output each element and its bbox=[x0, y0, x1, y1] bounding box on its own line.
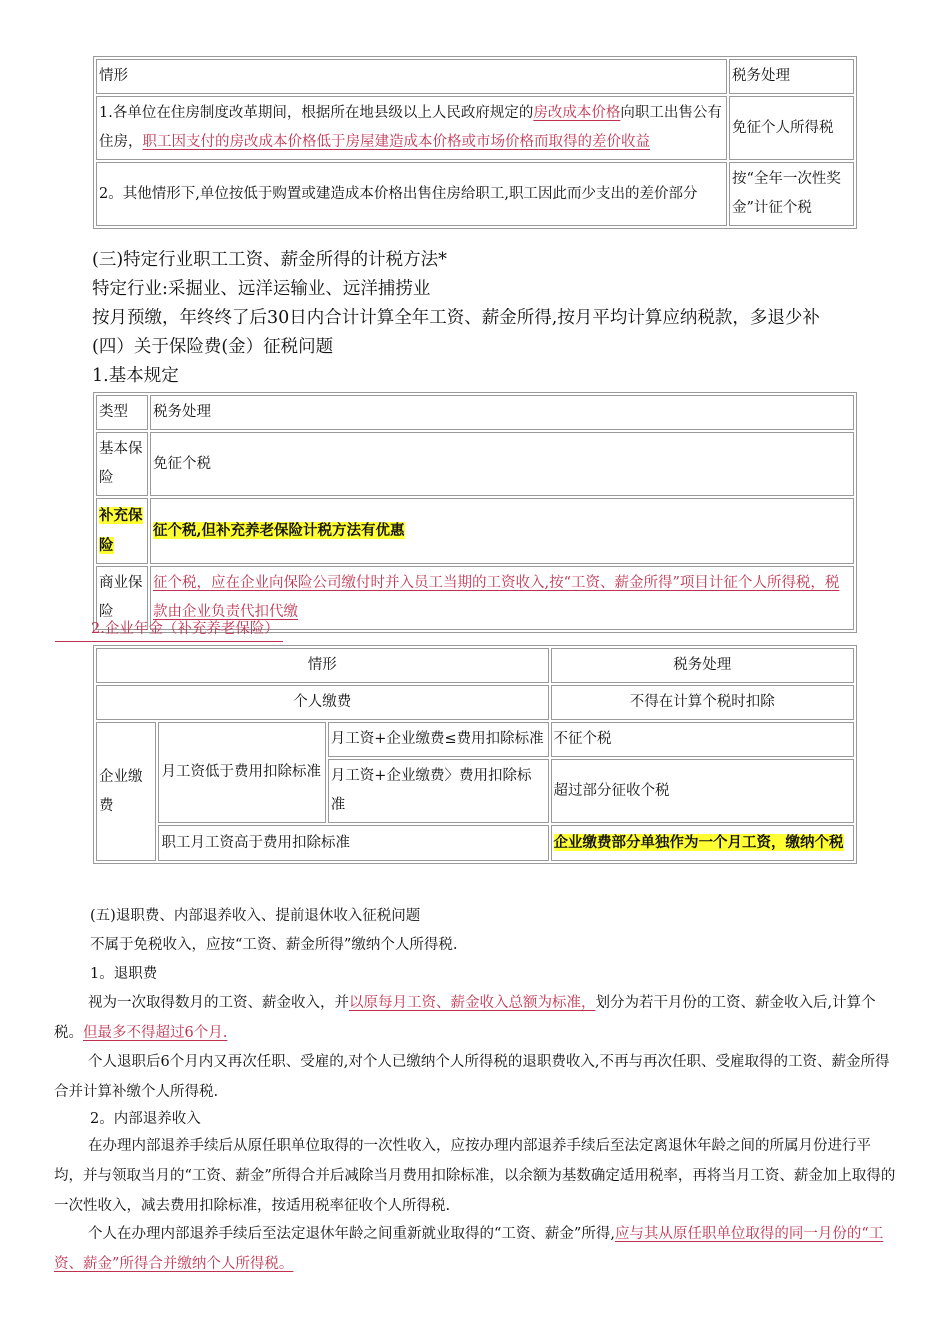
treatment-cell: 按“全年一次性奖金”计征个税 bbox=[729, 162, 854, 226]
enterprise-label: 企业缴费 bbox=[96, 722, 156, 861]
table-row bbox=[96, 432, 854, 496]
high-wage-label: 职工月工资高于费用扣除标准 bbox=[158, 825, 548, 861]
header-treatment: 税务处理 bbox=[150, 395, 854, 430]
condition-1: 月工资+企业缴费≤费用扣除标准 bbox=[328, 722, 549, 757]
header-type: 类型 bbox=[96, 395, 148, 430]
treatment-3 bbox=[551, 825, 854, 861]
insurance-table bbox=[93, 392, 857, 633]
treatment-cell bbox=[150, 498, 854, 564]
paragraph-internal-retirement: 在办理内部退养手续后从原任职单位取得的一次性收入，应按办理内部退养手续后至法定离退休年龄之间的所属月份进行平均，并与领取当月的“工资、薪金”所得合并后减除当月费用扣除标准，以余额为基数确定适用税率，再将当月工资、薪金加上取得的一次性收入，减去费用扣除标准，按适用税率征收个人所得税. bbox=[54, 1138, 896, 1214]
header-treatment: 税务处理 bbox=[551, 648, 854, 683]
header-case: 情形 bbox=[96, 648, 549, 683]
section-5-h2: 2。内部退养收入 bbox=[90, 1111, 201, 1127]
housing-table bbox=[93, 56, 857, 229]
table-header-row bbox=[96, 648, 854, 683]
header-case: 情形 bbox=[96, 59, 727, 94]
table-row bbox=[96, 498, 854, 564]
low-wage-label: 月工资低于费用扣除标准 bbox=[158, 722, 325, 823]
case-text: 1.各单位在住房制度改革期间，根据所在地县级以上人民政府规定的 bbox=[99, 105, 534, 121]
treatment-3-highlight: 企业缴费部分单独作为一个月工资，缴纳个税 bbox=[553, 834, 844, 851]
table-row bbox=[96, 685, 854, 720]
table-row bbox=[96, 825, 854, 861]
paragraph-severance bbox=[54, 988, 896, 1048]
type-cell bbox=[96, 498, 148, 564]
table-header-row bbox=[96, 395, 854, 430]
personal-label: 个人缴费 bbox=[96, 685, 549, 720]
section-3-method: 按月预缴，年终终了后30日内合计计算全年工资、薪金所得,按月平均计算应纳税款，多退少补 bbox=[92, 308, 820, 328]
case-cell: 2。其他情形下,单位按低于购置或建造成本价格出售住房给职工,职工因此而少支出的差价部分 bbox=[96, 162, 727, 226]
header-treatment: 税务处理 bbox=[729, 59, 854, 94]
table-row bbox=[96, 722, 854, 757]
treatment-2: 超过部分征收个税 bbox=[551, 759, 854, 823]
paragraph-link[interactable]: 但最多不得超过6个月. bbox=[83, 1025, 228, 1041]
paragraph-text: 个人在办理内部退养手续后至法定退休年龄之间重新就业取得的“工资、薪金”所得, bbox=[88, 1226, 615, 1242]
section-5-title: (五)退职费、内部退养收入、提前退休收入征税问题 bbox=[90, 908, 421, 924]
paragraph-link[interactable]: 应与其从原任职单位取得的同一月份的“工资、薪金”所得合并缴纳个人所得税。 bbox=[54, 1226, 884, 1272]
paragraph-text: 视为一次取得数月的工资、薪金收入，并 bbox=[88, 995, 349, 1011]
personal-treatment: 不得在计算个税时扣除 bbox=[551, 685, 854, 720]
treatment-link[interactable]: 征个税，应在企业向保险公司缴付时并入员工当期的工资收入,按“工资、薪金所得”项目计征个人所得税，税款由企业负责代扣代缴 bbox=[153, 575, 840, 620]
treatment-highlight: 征个税,但补充养老保险计税方法有优惠 bbox=[153, 522, 405, 539]
condition-2: 月工资+企业缴费〉费用扣除标准 bbox=[328, 759, 549, 823]
type-cell: 基本保险 bbox=[96, 432, 148, 496]
section-4-title: (四）关于保险费(金）征税问题 bbox=[92, 337, 334, 357]
paragraph-reemployment-internal bbox=[54, 1219, 896, 1279]
type-cell: 商业保险 bbox=[96, 566, 148, 630]
enterprise-annuity-heading[interactable] bbox=[55, 617, 283, 642]
paragraph-reemployment: 个人退职后6个月内又再次任职、受雇的,对个人已缴纳个人所得税的退职费收入,不再与再次任职、受雇取得的工资、薪金所得合并计算补缴个人所得税. bbox=[54, 1054, 890, 1100]
section-3-industries: 特定行业:采掘业、远洋运输业、远洋捕捞业 bbox=[92, 279, 431, 299]
type-highlight: 补充保险 bbox=[99, 507, 143, 554]
table-row bbox=[96, 162, 854, 226]
section-4-sub1: 1.基本规定 bbox=[92, 366, 179, 386]
case-text: 向职工出售公有住房， bbox=[99, 105, 722, 150]
annuity-table bbox=[93, 645, 857, 864]
enterprise-annuity-text[interactable]: 2.企业年金（补充养老保险） bbox=[91, 621, 279, 637]
treatment-1: 不征个税 bbox=[551, 722, 854, 757]
table-header-row bbox=[96, 59, 854, 94]
section-5-intro: 不属于免税收入，应按“工资、薪金所得”缴纳个人所得税. bbox=[90, 937, 458, 953]
section-5-h1: 1。退职费 bbox=[90, 966, 158, 982]
treatment-cell: 免征个人所得税 bbox=[729, 96, 854, 160]
paragraph-text: 划分为若干月份的工资、薪金收入后,计算个税。 bbox=[54, 995, 876, 1041]
case-link[interactable]: 房改成本价格 bbox=[533, 105, 621, 121]
treatment-cell: 免征个税 bbox=[150, 432, 854, 496]
section-3-title: (三)特定行业职工工资、薪金所得的计税方法* bbox=[92, 250, 447, 270]
paragraph-link[interactable]: 以原每月工资、薪金收入总额为标准， bbox=[349, 995, 596, 1011]
case-cell bbox=[96, 96, 727, 160]
case-link[interactable]: 职工因支付的房改成本价格低于房屋建造成本价格或市场价格而取得的差价收益 bbox=[142, 134, 650, 150]
table-row bbox=[96, 96, 854, 160]
